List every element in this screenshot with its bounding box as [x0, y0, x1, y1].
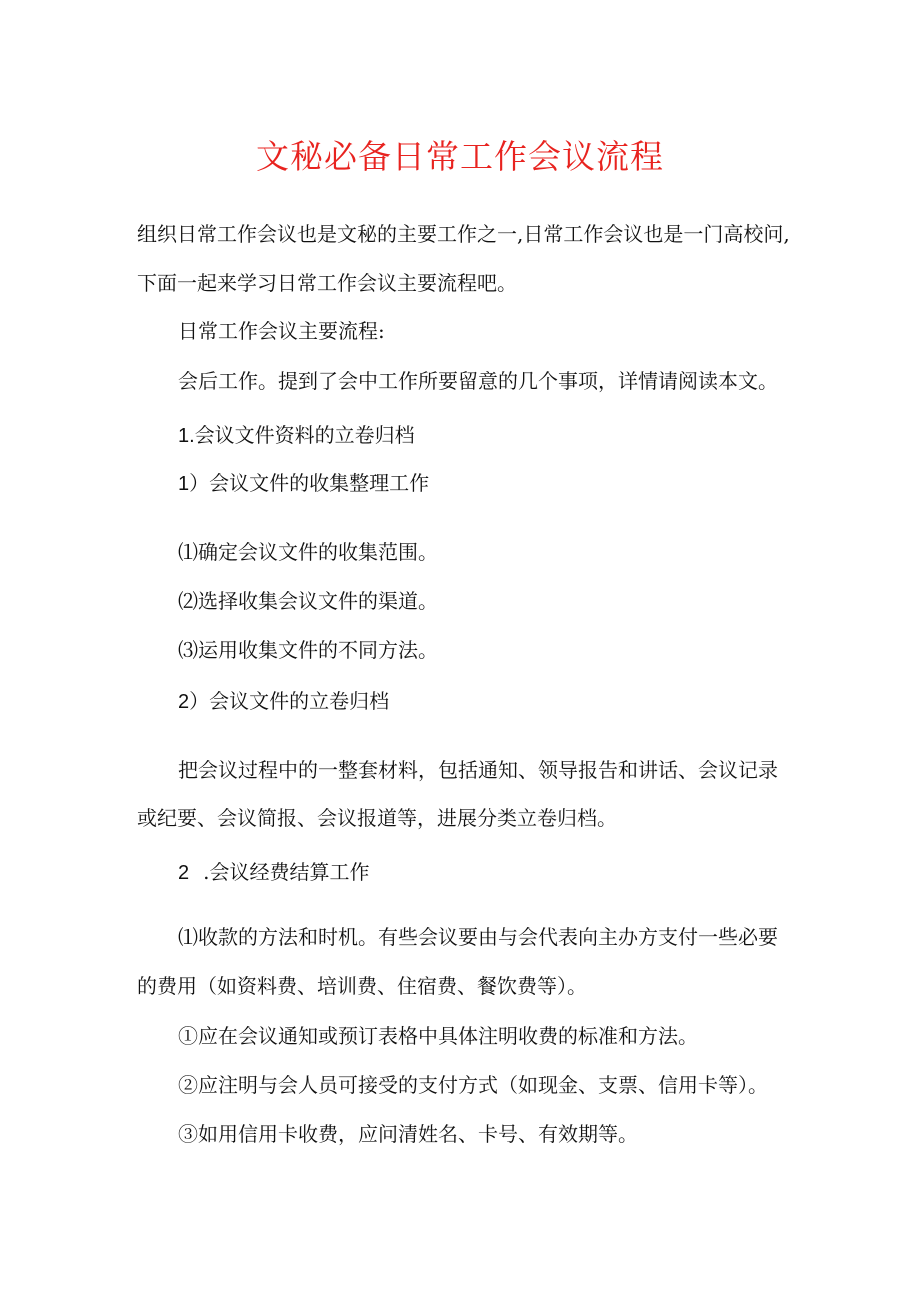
section-1-heading	[178, 420, 415, 451]
list-item: ①应在会议通知或预订表格中具体注明收费的标准和方法。	[178, 1024, 698, 1048]
subsection-2-number: 2）	[178, 691, 210, 713]
intro-line-2: 下面一起来学习日常工作会议主要流程吧。	[137, 271, 517, 295]
subsection-1-number: 1）	[178, 473, 210, 495]
intro-line-1: 组织日常工作会议也是文秘的主要工作之一,日常工作会议也是一门高校问,	[137, 222, 790, 246]
list-item: ⑵选择收集会议文件的渠道。	[178, 589, 438, 613]
subsection-1-heading	[178, 468, 429, 499]
subsection-2-title: 会议文件的立卷归档	[209, 689, 390, 713]
list-item: ⑴确定会议文件的收集范围。	[178, 540, 438, 564]
section-2-title: .会议经费结算工作	[203, 860, 370, 884]
section-2-heading	[178, 857, 369, 888]
list-item: ③如用信用卡收费，应问清姓名、卡号、有效期等。	[178, 1122, 638, 1146]
archive-paragraph-line-2: 或纪要、会议简报、会议报道等，进展分类立卷归档。	[137, 806, 617, 830]
payment-paragraph-line-2: 的费用（如资料费、培训费、住宿费、餐饮费等）。	[137, 974, 587, 998]
list-item: ②应注明与会人员可接受的支付方式（如现金、支票、信用卡等）。	[178, 1073, 768, 1097]
subsection-1-title: 会议文件的收集整理工作	[209, 471, 430, 495]
section-2-number: 2	[178, 862, 190, 884]
section-1-number: 1.	[178, 425, 195, 447]
section-1-title: 会议文件资料的立卷归档	[194, 423, 415, 447]
after-meeting-paragraph: 会后工作。提到了会中工作所要留意的几个事项，详情请阅读本文。	[178, 369, 778, 393]
payment-paragraph-line-1: ⑴收款的方法和时机。有些会议要由与会代表向主办方支付一些必要	[178, 925, 778, 949]
main-heading: 日常工作会议主要流程:	[178, 319, 385, 343]
archive-paragraph-line-1: 把会议过程中的一整套材料，包括通知、领导报告和讲话、会议记录	[178, 758, 778, 782]
subsection-2-heading	[178, 686, 389, 717]
document-title: 文秘必备日常工作会议流程	[256, 137, 664, 176]
list-item: ⑶运用收集文件的不同方法。	[178, 638, 438, 662]
